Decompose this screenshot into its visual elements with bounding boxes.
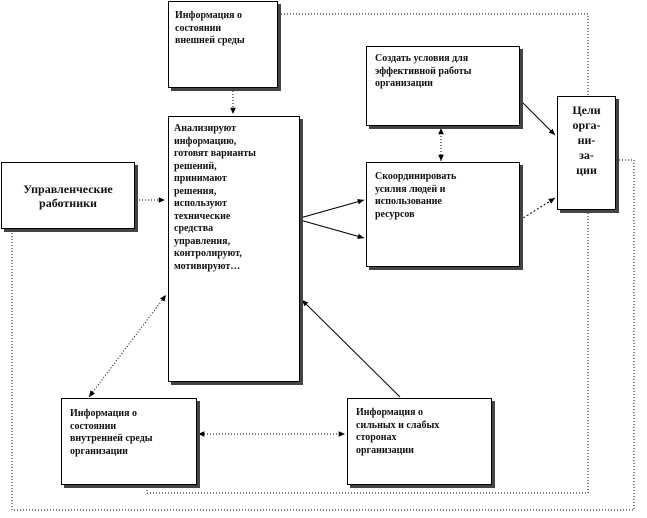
arrow-coord-to-goals: [520, 198, 555, 220]
managers-actions-box: Анализируют информацию, готовят варианты решений, принимают решения, используют технические средства управления, контролируют, мотивируют…: [168, 116, 300, 382]
create-conditions-box: Создать условия для эффективной работы организации: [366, 46, 520, 126]
arrow-strength-to-analyze: [302, 300, 400, 397]
external-environment-info-box: Информация о состоянии внешней среды: [168, 1, 278, 88]
arrow-analyze-to-coord-2: [300, 220, 364, 238]
strengths-weaknesses-info-box: Информация о сильных и слабых сторонах организации: [347, 398, 492, 485]
arrow-create-to-goals: [520, 100, 555, 135]
arrow-internal-analyze: [89, 295, 166, 397]
organization-goals-box: Цели орга- ни- за- ции: [557, 96, 616, 210]
managers-box: Управленческие работники: [1, 162, 135, 229]
arrow-analyze-to-coord-1: [300, 200, 364, 218]
internal-environment-info-box: Информация о состоянии внутренней среды организации: [61, 398, 197, 485]
coordinate-efforts-box: Скоординировать усилия людей и использование ресурсов: [366, 162, 520, 267]
